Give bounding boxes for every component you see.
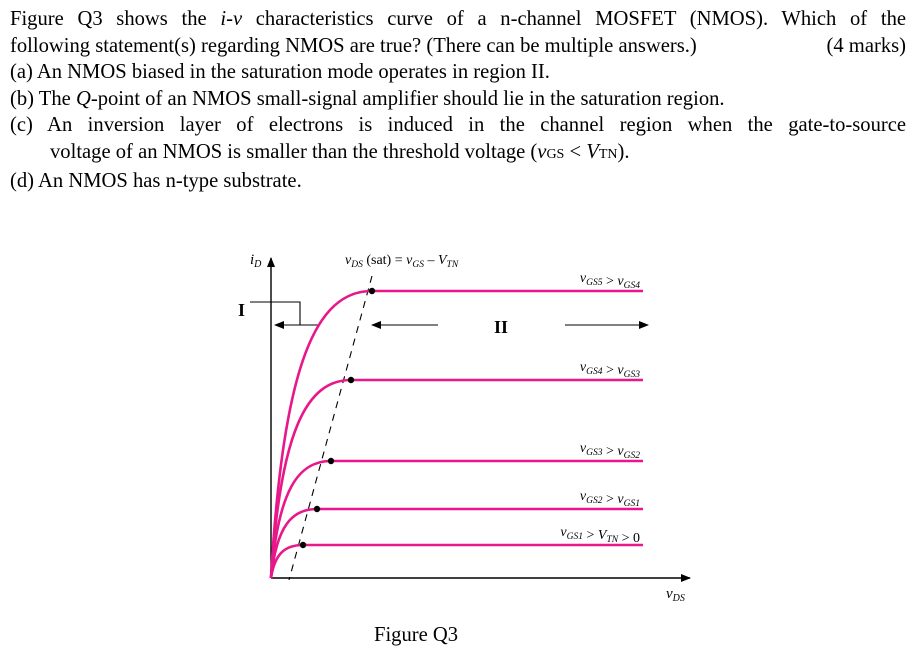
y-axis-label: $i_D$ — [250, 252, 262, 270]
vds-sat-label: $v_{DS}$ $(sat) = v_{GS} - V_{TN}$ — [345, 253, 459, 270]
question-intro-text: following statement(s) regarding NMOS are true? (There can be multiple answers.) — [10, 34, 697, 57]
question-intro-line-1: Figure Q3 shows the i-v characteristics curve of a n-channel MOSFET (NMOS). Which of the — [10, 8, 907, 30]
x-axis-label: $v_{DS}$ — [666, 586, 685, 604]
iv-curve-4 — [271, 380, 643, 578]
saturation-point-1 — [300, 542, 306, 548]
curve-label-3: $v_{GS3} > v_{GS2}$ — [579, 441, 640, 461]
option-c-line-2: voltage of an NMOS is smaller than the threshold voltage (vGS < VTN). — [50, 140, 630, 163]
saturation-point-4 — [348, 377, 354, 383]
iv-curve-2 — [271, 509, 643, 578]
saturation-point-3 — [328, 458, 334, 464]
option-a: (a) An NMOS biased in the saturation mode operates in region II. — [10, 61, 550, 83]
option-d: (d) An NMOS has n-type substrate. — [10, 170, 302, 192]
curve-label-1: $v_{GS1} > V_{TN} > 0$ — [560, 525, 640, 546]
option-b: (b) The Q-point of an NMOS small-signal amplifier should lie in the saturation region. — [10, 87, 725, 110]
iv-curve-3 — [271, 461, 643, 578]
iv-curve-1 — [271, 545, 643, 578]
curve-label-group — [560, 271, 640, 546]
curve-label-2: $v_{GS2} > v_{GS1}$ — [579, 489, 640, 509]
saturation-point-2 — [314, 506, 320, 512]
saturation-boundary-dashed — [289, 276, 372, 580]
curve-label-5: $v_{GS5} > v_{GS4}$ — [579, 271, 640, 291]
option-c-line-1: (c) An inversion layer of electrons is induced in the channel region when the gate-to-source — [10, 114, 906, 136]
saturation-point-5 — [369, 288, 375, 294]
question-marks: (4 marks) — [826, 34, 906, 57]
curve-label-4: $v_{GS4} > v_{GS3}$ — [579, 360, 640, 380]
region-I-bracket — [250, 302, 300, 325]
region-II-label: II — [494, 317, 509, 337]
figure-caption: Figure Q3 — [374, 624, 459, 646]
region-I-label: I — [238, 300, 246, 320]
